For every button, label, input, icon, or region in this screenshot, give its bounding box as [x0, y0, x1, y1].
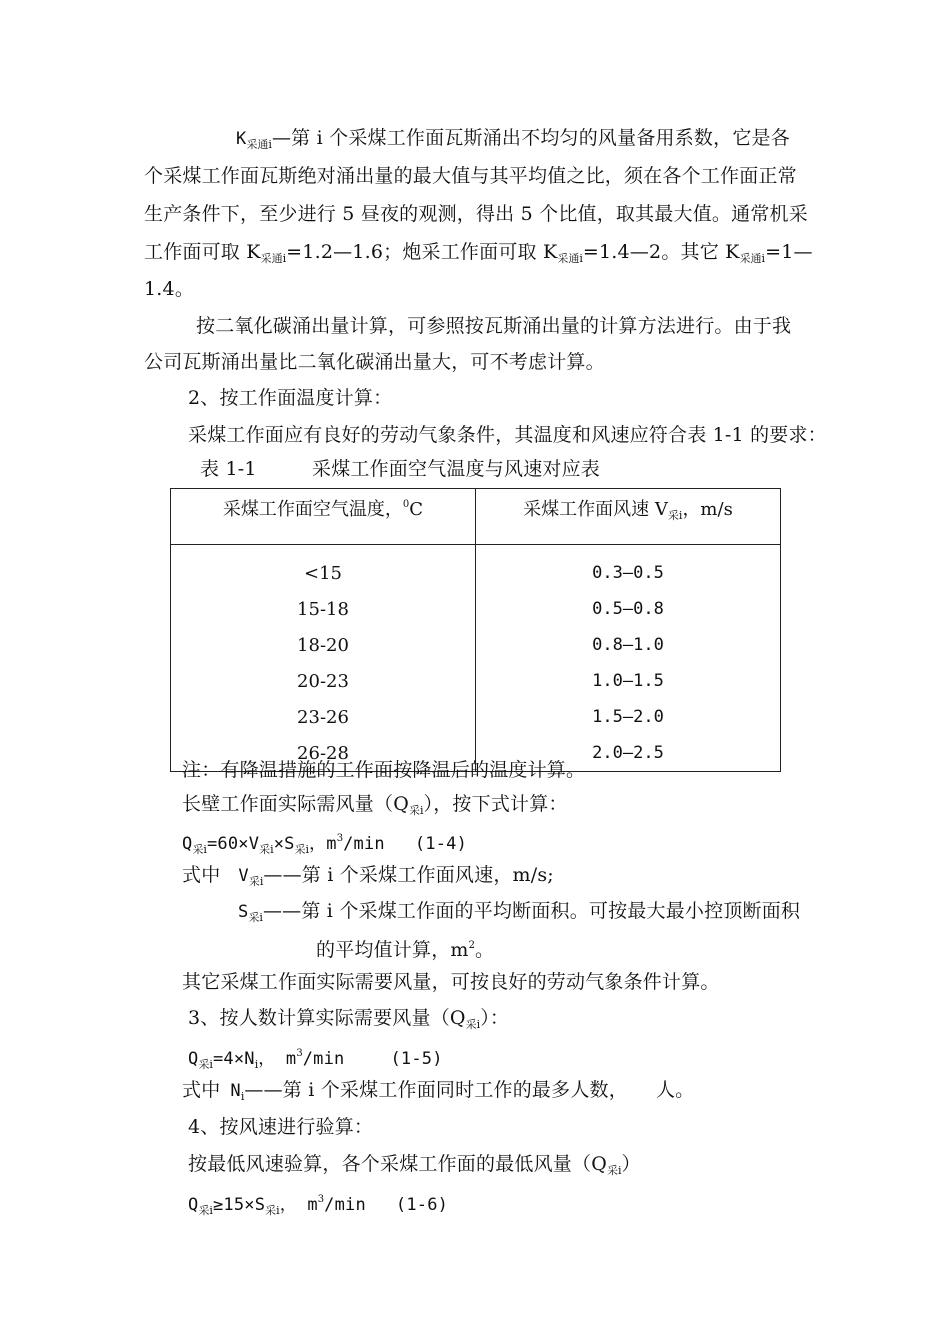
where-v-line	[182, 863, 554, 894]
k-def-text: —第 i 个采煤工作面瓦斯涌出不均匀的风量备用系数，它是各	[271, 127, 790, 149]
f15-sup: 3	[296, 1048, 303, 1059]
k-def-4a: 工作面可取 K	[144, 241, 261, 263]
section-2-intro: 采煤工作面应有良好的劳动气象条件，其温度和风速应符合表 1-1 的要求：	[188, 424, 827, 446]
header-temperature	[171, 489, 476, 545]
f15-unit-b: /min	[302, 1049, 345, 1069]
f14-eq: =60×V	[206, 834, 260, 854]
s3-heading-b: ）：	[480, 1007, 510, 1029]
table-header-row	[171, 489, 781, 545]
where-s-line2-sup: 2	[468, 940, 475, 951]
s4-text-a: 按最低风速验算，各个采煤工作面的最低风量（Q	[188, 1153, 607, 1175]
temp-cell: 15-18	[171, 591, 476, 627]
longwall-line	[182, 792, 568, 823]
header-temp-unit: C	[409, 499, 424, 520]
header-temp-text: 采煤工作面空气温度，	[222, 499, 403, 520]
temp-speed-table	[170, 488, 781, 772]
f16-q: Q	[188, 1195, 199, 1215]
where-s-line2-a: 的平均值计算，m	[316, 939, 469, 961]
temp-cell: 20-23	[171, 663, 476, 699]
f14-unit: ，m	[309, 834, 337, 854]
f16-q-sub: 采i	[198, 1204, 213, 1217]
f16-unit: ， m	[279, 1195, 318, 1215]
where-s-line-1	[238, 899, 800, 930]
section-4-heading: 4、按风速进行验算：	[188, 1116, 374, 1138]
k-def-4-sub3: 采通i	[739, 252, 766, 265]
table-title: 采煤工作面空气温度与风速对应表	[312, 458, 601, 480]
longwall-text-a: 长壁工作面实际需风量（Q	[182, 793, 409, 815]
header-speed-unit: ，m/s	[682, 499, 733, 520]
f14-unit-b: /min	[343, 834, 385, 854]
speed-cell: 0.8—1.0	[476, 627, 781, 663]
where-n-desc: ——第 i 个采煤工作面同时工作的最多人数，	[244, 1079, 628, 1101]
s3-heading-sub: 采i	[465, 1018, 481, 1031]
f16-eq: ≥15×S	[212, 1195, 266, 1215]
co2-line-1: 按二氧化碳涌出量计算，可参照按瓦斯涌出量的计算方法进行。由于我	[196, 315, 792, 337]
speed-cell: 1.0—1.5	[476, 663, 781, 699]
k-subscript: 采通i	[246, 138, 272, 151]
f15-q: Q	[188, 1049, 199, 1069]
k-symbol: K	[236, 129, 247, 149]
f14-v-sub: 采i	[259, 843, 274, 856]
k-def-line-2: 个采煤工作面瓦斯绝对涌出量的最大值与其平均值之比，须在各个工作面正常	[144, 165, 797, 187]
f15-eq: =4×N	[212, 1049, 255, 1069]
formula-1-6	[188, 1188, 448, 1223]
longwall-text-b: ），按下式计算：	[423, 793, 568, 815]
temp-cell: <15	[171, 545, 476, 592]
table-number: 表 1-1	[200, 458, 257, 480]
speed-cell: 0.5—0.8	[476, 591, 781, 627]
where-n-line	[182, 1078, 694, 1109]
f16-sup: 3	[317, 1194, 325, 1205]
formula-1-4	[182, 827, 467, 862]
s4-text-b: ）	[621, 1153, 641, 1175]
where-s-line-2	[316, 934, 494, 962]
f16-unit-b: /min	[324, 1195, 366, 1215]
k-def-4c: =1.4—2。其它 K	[582, 241, 740, 263]
f16-label: (1-6)	[395, 1195, 449, 1215]
header-speed-text: 采煤工作面风速 V	[523, 499, 668, 520]
where-v-desc: ——第 i 个采煤工作面风速，m/s;	[263, 864, 554, 886]
other-line: 其它采煤工作面实际需要风量，可按良好的劳动气象条件计算。	[182, 971, 720, 993]
k-def-line-4	[144, 240, 813, 271]
where-n-prefix: 式中	[182, 1079, 221, 1101]
s4-text-sub: 采i	[606, 1164, 622, 1177]
s3-heading-a: 3、按人数计算实际需要风量（Q	[188, 1007, 466, 1029]
table-row	[171, 699, 781, 735]
temp-cell: 18-20	[171, 627, 476, 663]
where-n-var: N	[230, 1081, 241, 1101]
f16-s-sub: 采i	[265, 1204, 280, 1217]
section-3-heading	[188, 1006, 509, 1037]
f14-q-sub: 采i	[192, 843, 207, 856]
degree-sup: 0	[402, 499, 410, 510]
k-def-4-sub1: 采通i	[260, 252, 287, 265]
where-s-desc: ——第 i 个采煤工作面的平均断面积。可按最大最小控顶断面积	[262, 900, 801, 922]
header-speed	[476, 489, 781, 545]
where-n-unit: 人。	[655, 1079, 695, 1101]
f15-label: (1-5)	[390, 1049, 443, 1069]
f15-q-sub: 采i	[198, 1058, 213, 1071]
k-def-line-1	[236, 126, 790, 157]
where-v-sub: 采i	[248, 875, 264, 888]
speed-cell: 0.3—0.5	[476, 545, 781, 592]
f14-times: ×S	[273, 834, 295, 854]
table-row	[171, 663, 781, 699]
where-s-line2-b: 。	[475, 939, 495, 961]
f14-label: (1-4)	[414, 834, 468, 854]
table-row	[171, 545, 781, 592]
f14-unit-sup: 3	[336, 833, 344, 844]
k-def-4d: =1—	[765, 241, 813, 263]
table-note: 注：有降温措施的工作面按降温后的温度计算。	[182, 759, 586, 781]
section-2-heading: 2、按工作面温度计算：	[188, 387, 393, 409]
where-s-sub: 采i	[248, 911, 263, 924]
section-4-text	[188, 1152, 641, 1183]
k-def-line-5: 1.4。	[144, 278, 195, 300]
where-v-prefix: 式中	[182, 864, 221, 886]
formula-1-5	[188, 1042, 443, 1077]
where-v-var: V	[238, 866, 249, 886]
table-row	[171, 627, 781, 663]
k-def-4b: =1.2—1.6；炮采工作面可取 K	[286, 241, 558, 263]
co2-line-2: 公司瓦斯涌出量比二氧化碳涌出量大，可不考虑计算。	[144, 351, 605, 373]
f14-s-sub: 采i	[294, 843, 310, 856]
temp-cell: 26-28	[171, 735, 476, 772]
header-speed-sub: 采i	[667, 509, 683, 522]
f15-unit: ， m	[258, 1049, 297, 1069]
table-row	[171, 591, 781, 627]
k-def-4-sub2: 采通i	[557, 252, 583, 265]
where-n-sub: i	[240, 1090, 245, 1103]
speed-cell: 2.0—2.5	[476, 735, 781, 772]
f15-n-sub: i	[254, 1058, 259, 1071]
speed-cell: 1.5—2.0	[476, 699, 781, 735]
longwall-sub: 采i	[408, 804, 424, 817]
f14-q: Q	[182, 834, 193, 854]
k-def-line-3: 生产条件下，至少进行 5 昼夜的观测，得出 5 个比值，取其最大值。通常机采	[144, 203, 808, 225]
temp-cell: 23-26	[171, 699, 476, 735]
where-s-var: S	[238, 902, 249, 922]
